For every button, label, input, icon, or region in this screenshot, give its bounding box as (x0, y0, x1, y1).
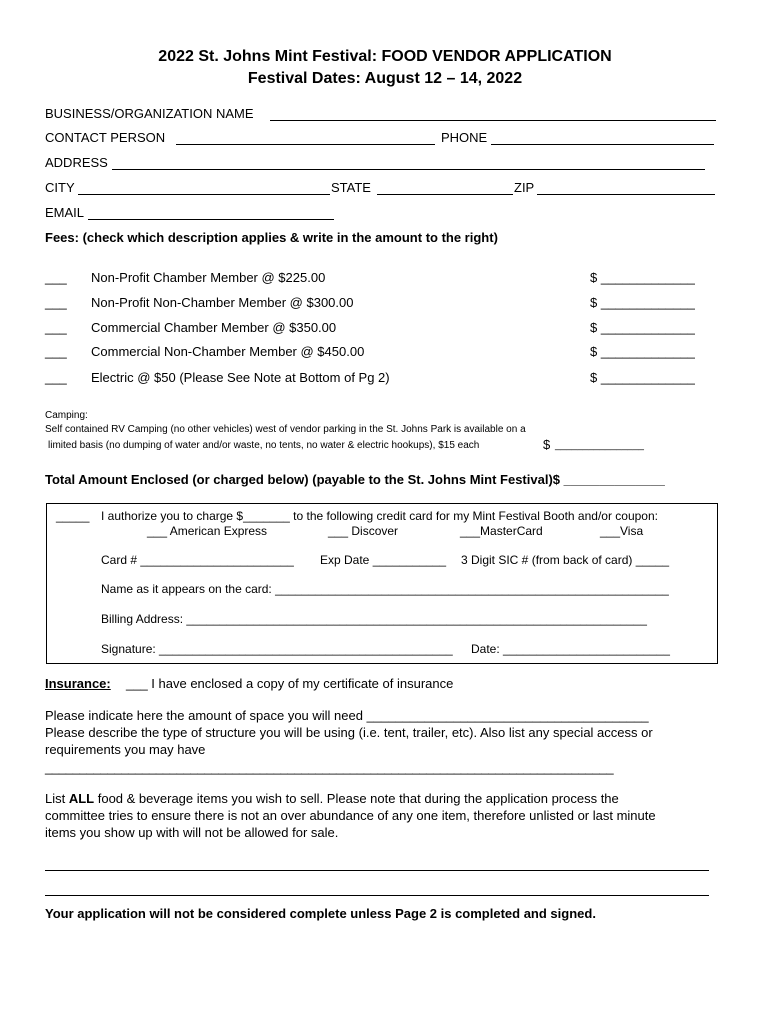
card-type-mastercard[interactable]: ___MasterCard (460, 524, 543, 538)
address-label: ADDRESS (45, 155, 108, 170)
camping-text-line2: limited basis (no dumping of water and/or waste, no tents, no water & electric hookups), $15 each (48, 440, 480, 451)
food-prefix: List (45, 791, 69, 806)
food-instructions-line1 (45, 791, 619, 806)
business-name-field[interactable] (270, 120, 716, 121)
food-items-line[interactable] (45, 895, 709, 896)
signature-field[interactable]: Signature: ____________________________________________ (101, 642, 453, 656)
festival-dates: Festival Dates: August 12 – 14, 2022 (247, 70, 523, 87)
insurance-row (45, 676, 453, 691)
fee-amount[interactable]: $ _____________ (590, 344, 695, 359)
phone-label: PHONE (441, 130, 488, 145)
insurance-label: Insurance: (45, 676, 111, 691)
state-label: STATE (331, 180, 371, 195)
contact-person-field[interactable] (176, 144, 435, 145)
email-field[interactable] (88, 219, 334, 220)
city-label: CITY (45, 180, 75, 195)
completion-note: Your application will not be considered complete unless Page 2 is completed and signed. (45, 906, 596, 921)
total-amount: Total Amount Enclosed (or charged below) (payable to the St. Johns Mint Festival)$ ______________ (45, 472, 665, 487)
contact-person-label: CONTACT PERSON (45, 130, 166, 145)
requirements-field[interactable]: __________________________________________________________________________________ (45, 760, 614, 775)
card-type-discover[interactable]: ___ Discover (328, 524, 399, 538)
insurance-text[interactable]: ___ I have enclosed a copy of my certificate of insurance (126, 676, 454, 691)
fee-check[interactable]: ___ (45, 270, 67, 285)
camping-dollar: $ (543, 437, 551, 452)
address-field[interactable] (112, 169, 705, 170)
fee-label: Non-Profit Non-Chamber Member @ $300.00 (91, 295, 354, 310)
structure-description: Please describe the type of structure you will be using (i.e. tent, trailer, etc). Also list any special access or (45, 725, 653, 740)
authorize-text: I authorize you to charge $_______ to the following credit card for my Mint Festival Booth and/or coupon: (101, 509, 658, 523)
email-label: EMAIL (45, 205, 85, 220)
food-line1-rest: food & beverage items you wish to sell. Please note that during the application process the (94, 791, 619, 806)
space-needed-field[interactable]: Please indicate here the amount of space you will need _______________________________________ (45, 708, 649, 723)
camping-text-line1: Self contained RV Camping (no other vehicles) west of vendor parking in the St. Johns Park is available on a (45, 424, 526, 435)
fee-label: Non-Profit Chamber Member @ $225.00 (91, 270, 326, 285)
zip-label: ZIP (514, 180, 535, 195)
fee-amount[interactable]: $ _____________ (590, 320, 695, 335)
requirements-label: requirements you may have (45, 742, 206, 757)
food-items-line[interactable] (45, 870, 709, 871)
camping-amount-field[interactable]: ________________ (555, 440, 644, 451)
card-type-amex[interactable]: ___ American Express (147, 524, 268, 538)
city-field[interactable] (78, 194, 330, 195)
food-instructions-line2: committee tries to ensure there is not an over abundance of any one item, therefore unlisted or last minute (45, 808, 656, 823)
card-date-field[interactable]: Date: _________________________ (471, 642, 670, 656)
fee-check[interactable]: ___ (45, 295, 67, 310)
fee-amount[interactable]: $ _____________ (590, 370, 695, 385)
fee-check[interactable]: ___ (45, 320, 67, 335)
business-name-label: BUSINESS/ORGANIZATION NAME (45, 106, 254, 121)
card-number-field[interactable]: Card # _______________________ (101, 553, 294, 567)
state-field[interactable] (377, 194, 513, 195)
fee-check[interactable]: ___ (45, 370, 67, 385)
billing-address-field[interactable]: Billing Address: _____________________________________________________________________ (101, 612, 647, 626)
fee-amount[interactable]: $ _____________ (590, 295, 695, 310)
food-all: ALL (68, 791, 95, 806)
card-type-visa[interactable]: ___Visa (600, 524, 644, 538)
zip-field[interactable] (537, 194, 715, 195)
fee-label: Commercial Chamber Member @ $350.00 (91, 320, 337, 335)
exp-date-field[interactable]: Exp Date ___________ (320, 553, 447, 567)
food-instructions-line3: items you show up with will not be allowed for sale. (45, 825, 339, 840)
sic-field[interactable]: 3 Digit SIC # (from back of card) _____ (461, 553, 670, 567)
authorize-check[interactable]: _____ (56, 509, 90, 523)
phone-field[interactable] (491, 144, 714, 145)
camping-label: Camping: (45, 410, 88, 421)
fee-label: Electric @ $50 (Please See Note at Bottom of Pg 2) (91, 370, 390, 385)
fee-check[interactable]: ___ (45, 344, 67, 359)
name-on-card-field[interactable]: Name as it appears on the card: ___________________________________________________________ (101, 582, 669, 596)
fee-amount[interactable]: $ _____________ (590, 270, 695, 285)
fee-label: Commercial Non-Chamber Member @ $450.00 (91, 344, 365, 359)
page-title: 2022 St. Johns Mint Festival: FOOD VENDOR APPLICATION (158, 48, 612, 65)
fees-heading: Fees: (check which description applies & write in the amount to the right) (45, 230, 498, 245)
